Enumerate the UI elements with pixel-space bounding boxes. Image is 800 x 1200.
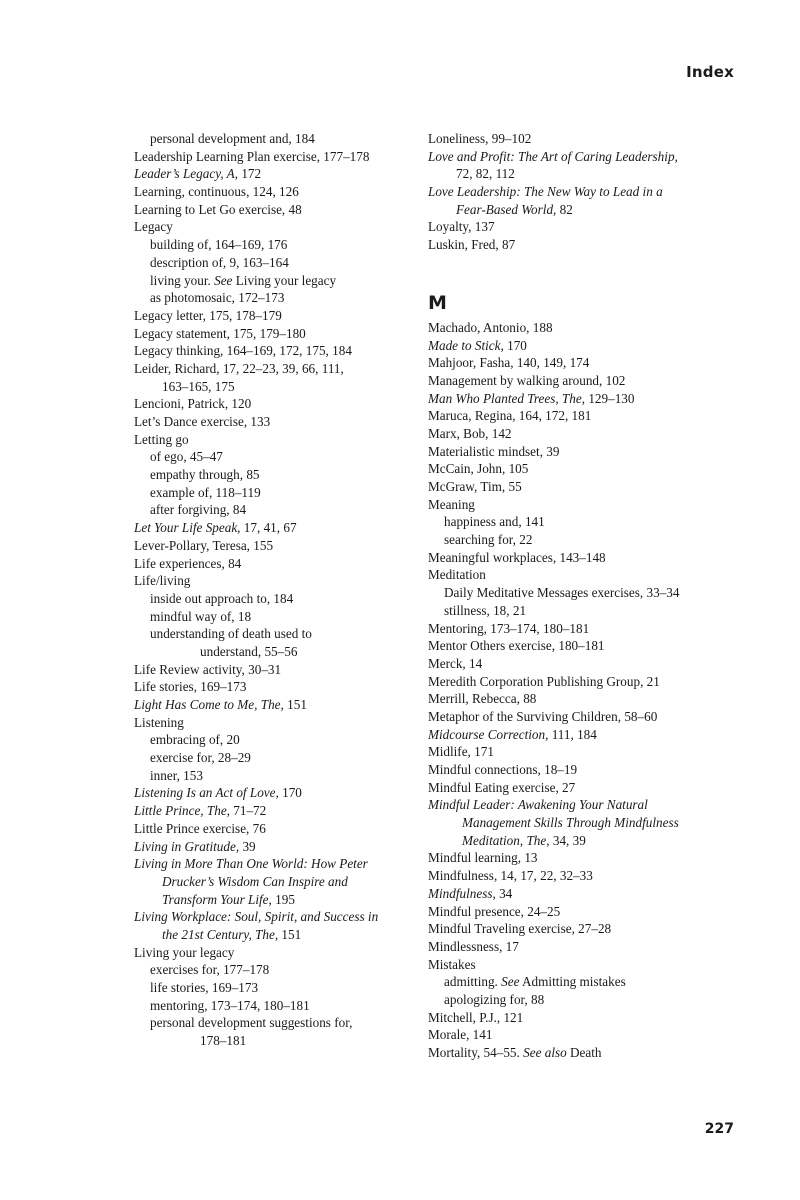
index-text: inner, 153 (150, 767, 203, 783)
index-entry (134, 908, 404, 926)
index-entry (134, 572, 404, 590)
index-column-left (134, 130, 404, 1050)
index-subentry (134, 979, 404, 997)
index-text: 82 (556, 201, 573, 217)
index-text: Living your legacy (232, 272, 337, 288)
index-text: happiness and, 141 (444, 514, 545, 530)
index-text: 111, 184 (548, 726, 597, 742)
index-entry (134, 183, 404, 201)
index-text: McCain, John, 105 (428, 461, 529, 477)
index-entry (428, 148, 748, 166)
index-entry (428, 673, 748, 691)
index-subentry (428, 991, 748, 1009)
index-entry (428, 1026, 748, 1044)
index-entry (134, 820, 404, 838)
index-text-italic: Little Prince, The, (134, 803, 230, 819)
index-text-italic: Mindfulness, (428, 885, 496, 901)
index-subentry (134, 926, 404, 944)
index-entry (428, 1044, 748, 1062)
index-text: 151 (283, 697, 307, 712)
index-entry (134, 555, 404, 573)
index-text: 39 (239, 838, 256, 854)
index-entry (134, 342, 404, 360)
index-text-italic: Man Who Planted Trees, The, (428, 390, 586, 406)
index-subentry (134, 501, 404, 519)
section-letter-heading: M (428, 291, 447, 314)
index-subentry (134, 749, 404, 767)
index-entry (428, 1009, 748, 1027)
index-text: Leadership Learning Plan exercise, 177–178 (134, 148, 370, 164)
index-text: building of, 164–169, 176 (150, 237, 288, 253)
index-text-italic: Drucker’s Wisdom Can Inspire and (162, 873, 348, 889)
index-text: after forgiving, 84 (150, 502, 247, 518)
index-subentry (428, 201, 748, 219)
index-subentry (428, 973, 748, 991)
index-subentry (134, 236, 404, 254)
index-text: Marx, Bob, 142 (428, 425, 512, 441)
index-text: Management by walking around, 102 (428, 372, 626, 388)
index-entry (428, 849, 748, 867)
index-text: Life/living (134, 573, 191, 589)
index-text: 172 (238, 166, 262, 182)
index-subentry (428, 602, 748, 620)
index-subentry (134, 891, 404, 909)
index-entry (428, 354, 748, 372)
index-entry (428, 183, 748, 201)
index-text: Mindfulness, 14, 17, 22, 32–33 (428, 868, 593, 884)
index-text: 129–130 (585, 390, 635, 406)
index-subentry (134, 448, 404, 466)
index-entry (134, 838, 404, 856)
index-subentry (134, 873, 404, 891)
index-entry (134, 855, 404, 873)
index-text-italic: Made to Stick, (428, 337, 504, 353)
index-text: embracing of, 20 (150, 732, 240, 748)
index-entry (134, 201, 404, 219)
index-text-italic: Living Workplace: Soul, Spirit, and Success in (134, 909, 379, 925)
index-text: Merrill, Rebecca, 88 (428, 691, 537, 707)
page-number: 227 (704, 1121, 734, 1137)
index-entry (428, 708, 748, 726)
index-text-italic: Living in More Than One World: How Peter (134, 856, 368, 872)
index-text: understand, 55–56 (200, 643, 298, 659)
index-text: personal development suggestions for, (150, 1015, 353, 1031)
index-text-italic: Midcourse Correction, (428, 726, 549, 742)
index-text-italic: Fear-Based World, (456, 201, 557, 217)
index-text: 71–72 (229, 803, 267, 819)
index-column-right (428, 130, 748, 1062)
index-text-italic: See (214, 272, 233, 288)
index-text: Meaningful workplaces, 143–148 (428, 549, 606, 565)
index-text: personal development and, 184 (150, 131, 315, 146)
index-text: McGraw, Tim, 55 (428, 479, 522, 494)
index-text-italic: Management Skills Through Mindfulness (462, 815, 679, 831)
index-text-italic: Meditation, The, (462, 832, 550, 848)
index-text: 34, 39 (549, 832, 586, 848)
index-text: Living your legacy (134, 944, 235, 960)
index-text: Morale, 141 (428, 1027, 493, 1043)
index-entry (428, 337, 748, 355)
index-text: 195 (271, 891, 295, 907)
index-text: empathy through, 85 (150, 467, 260, 483)
index-text: Machado, Antonio, 188 (428, 319, 553, 335)
index-entry (428, 726, 748, 744)
index-entry (428, 372, 748, 390)
index-subentry (134, 590, 404, 608)
index-entry (428, 779, 748, 797)
index-text: Learning to Let Go exercise, 48 (134, 201, 302, 217)
index-entry (428, 867, 748, 885)
index-subentry (134, 272, 404, 290)
index-entry (428, 478, 748, 496)
index-text: Legacy letter, 175, 178–179 (134, 307, 282, 323)
index-subentry (134, 731, 404, 749)
index-subentry (134, 1014, 404, 1032)
index-text: as photomosaic, 172–173 (150, 290, 285, 306)
index-text: Lever-Pollary, Teresa, 155 (134, 537, 274, 553)
index-text: Mitchell, P.J., 121 (428, 1009, 524, 1025)
index-text: Life Review activity, 30–31 (134, 661, 282, 677)
index-entry (428, 236, 748, 254)
index-entry (134, 696, 404, 714)
index-text: Lencioni, Patrick, 120 (134, 396, 252, 412)
index-entry (428, 690, 748, 708)
index-text: mindful way of, 18 (150, 608, 252, 624)
index-subentry (134, 484, 404, 502)
index-text: 170 (503, 337, 527, 353)
index-text: 72, 82, 112 (456, 166, 515, 182)
index-text-italic: Love and Profit: The Art of Caring Leadership, (428, 148, 678, 164)
index-text: Mindful presence, 24–25 (428, 903, 561, 919)
index-entry (428, 443, 748, 461)
index-text-italic: See (501, 974, 520, 990)
index-entry (134, 325, 404, 343)
index-entry (428, 655, 748, 673)
index-entry (134, 413, 404, 431)
index-text: of ego, 45–47 (150, 449, 223, 465)
index-text: Midlife, 171 (428, 744, 494, 760)
index-subentry (428, 513, 748, 531)
index-subentry (428, 814, 748, 832)
index-entry (428, 885, 748, 903)
index-subentry (134, 643, 404, 661)
index-entry (428, 796, 748, 814)
index-text: exercises for, 177–178 (150, 962, 270, 978)
index-text-italic: Mindful Leader: Awakening Your Natural (428, 797, 648, 813)
index-text: Maruca, Regina, 164, 172, 181 (428, 408, 592, 424)
index-text: searching for, 22 (444, 532, 533, 548)
index-subentry (134, 130, 404, 148)
section-gap (428, 254, 748, 289)
index-text: 170 (278, 785, 302, 801)
index-text: Letting go (134, 431, 189, 447)
index-text: 163–165, 175 (162, 378, 235, 394)
index-entry (428, 496, 748, 514)
index-text-italic: See also (523, 1045, 567, 1060)
index-text: Death (566, 1045, 602, 1060)
index-text: Meditation (428, 567, 486, 583)
index-entry (428, 390, 748, 408)
index-text: Daily Meditative Messages exercises, 33–34 (444, 585, 680, 601)
index-text: Mindful Traveling exercise, 27–28 (428, 921, 612, 937)
index-subentry (134, 625, 404, 643)
index-text: inside out approach to, 184 (150, 590, 294, 606)
index-text: Mindful learning, 13 (428, 850, 538, 866)
index-entry (428, 425, 748, 443)
index-text: 34 (495, 885, 513, 901)
index-subentry (134, 961, 404, 979)
index-entry (134, 802, 404, 820)
index-text: Metaphor of the Surviving Children, 58–60 (428, 708, 658, 724)
index-entry (428, 549, 748, 567)
index-entry (428, 761, 748, 779)
index-text: Loneliness, 99–102 (428, 131, 532, 146)
index-entry (428, 620, 748, 638)
index-text: admitting. (444, 974, 502, 990)
index-subentry (134, 378, 404, 396)
index-entry (134, 431, 404, 449)
index-entry (134, 678, 404, 696)
index-text: Admitting mistakes (519, 974, 626, 990)
index-entry (428, 566, 748, 584)
index-entry (134, 714, 404, 732)
index-subentry (134, 608, 404, 626)
index-entry (134, 395, 404, 413)
index-entry (134, 360, 404, 378)
index-subentry (134, 289, 404, 307)
index-text-italic: Love Leadership: The New Way to Lead in a (428, 184, 663, 200)
index-text: Life experiences, 84 (134, 555, 242, 571)
index-entry (428, 218, 748, 236)
index-text: Merck, 14 (428, 655, 483, 671)
index-text: Leider, Richard, 17, 22–23, 39, 66, 111, (134, 360, 344, 376)
index-text: Mahjoor, Fasha, 140, 149, 174 (428, 355, 590, 371)
index-text: Materialistic mindset, 39 (428, 443, 560, 459)
index-subentry (134, 997, 404, 1015)
index-text: Luskin, Fred, 87 (428, 237, 516, 253)
index-text: Meredith Corporation Publishing Group, 21 (428, 673, 660, 689)
index-subentry (428, 584, 748, 602)
index-text: 178–181 (200, 1033, 247, 1049)
index-text: understanding of death used to (150, 626, 312, 642)
index-text-italic: Leader’s Legacy, A, (134, 166, 239, 182)
index-text: Mindful connections, 18–19 (428, 762, 578, 777)
index-entry (134, 218, 404, 236)
index-text: Loyalty, 137 (428, 219, 495, 235)
index-text: Life stories, 169–173 (134, 679, 247, 695)
index-entry (428, 956, 748, 974)
index-text: life stories, 169–173 (150, 980, 259, 995)
index-text-italic: Transform Your Life, (162, 891, 272, 907)
index-text: apologizing for, 88 (444, 991, 545, 1007)
index-entry (428, 407, 748, 425)
index-subentry (134, 466, 404, 484)
index-text: Mortality, 54–55. (428, 1045, 524, 1060)
index-subentry (134, 1032, 404, 1050)
index-subentry (428, 165, 748, 183)
index-text: Legacy thinking, 164–169, 172, 175, 184 (134, 343, 352, 359)
index-text: example of, 118–119 (150, 484, 261, 500)
index-text: Mindful Eating exercise, 27 (428, 779, 576, 795)
index-text: exercise for, 28–29 (150, 750, 251, 766)
index-subentry (134, 767, 404, 785)
index-text: 151 (278, 926, 302, 942)
index-text: Mentor Others exercise, 180–181 (428, 638, 605, 654)
index-text: Mindlessness, 17 (428, 938, 519, 954)
index-entry (428, 130, 748, 148)
index-text: Mentoring, 173–174, 180–181 (428, 620, 590, 636)
index-subentry (428, 832, 748, 850)
index-text: Meaning (428, 496, 475, 512)
index-entry (428, 903, 748, 921)
index-text: Learning, continuous, 124, 126 (134, 184, 299, 200)
index-entry (134, 519, 404, 537)
index-text: Let’s Dance exercise, 133 (134, 414, 271, 429)
index-entry (428, 319, 748, 337)
index-subentry (134, 254, 404, 272)
index-entry (134, 944, 404, 962)
index-text: Legacy (134, 219, 173, 235)
index-entry (428, 743, 748, 761)
index-text: description of, 9, 163–164 (150, 254, 289, 270)
index-text-italic: Light Has Come to Me, The, (134, 697, 284, 712)
index-entry (134, 784, 404, 802)
index-text-italic: Living in Gratitude, (134, 838, 240, 854)
index-text: Mistakes (428, 956, 476, 972)
index-text: Legacy statement, 175, 179–180 (134, 325, 306, 341)
index-text: living your. (150, 272, 215, 288)
index-entry (428, 938, 748, 956)
index-text: Listening (134, 714, 184, 730)
index-entry (134, 537, 404, 555)
index-text-italic: the 21st Century, The, (162, 926, 279, 942)
index-entry (428, 460, 748, 478)
index-text-italic: Let Your Life Speak, (134, 520, 241, 536)
index-entry (134, 165, 404, 183)
index-text: mentoring, 173–174, 180–181 (150, 997, 310, 1013)
index-subentry (428, 531, 748, 549)
index-entry (134, 661, 404, 679)
index-entry (134, 148, 404, 166)
index-text-italic: Listening Is an Act of Love, (134, 785, 279, 801)
index-text: 17, 41, 67 (240, 520, 297, 536)
running-head: Index (686, 63, 734, 81)
index-text: Little Prince exercise, 76 (134, 820, 266, 836)
index-text: stillness, 18, 21 (444, 602, 527, 618)
index-entry (428, 637, 748, 655)
index-entry (428, 920, 748, 938)
index-entry (134, 307, 404, 325)
